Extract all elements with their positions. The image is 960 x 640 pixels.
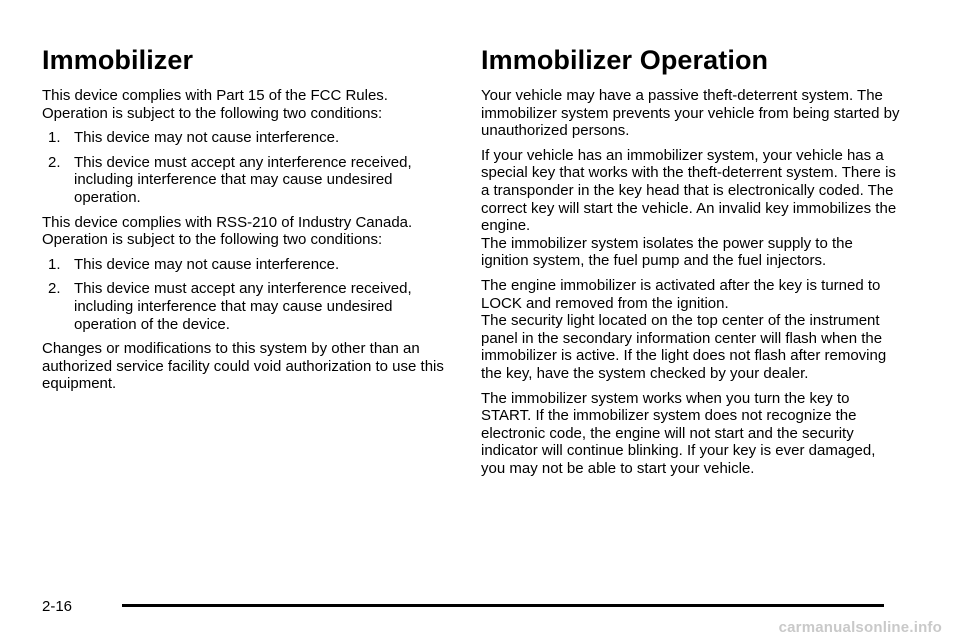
list-item-text: This device must accept any interference received, including interference that may cause undesired operation. [74, 153, 412, 206]
list-item-number: 2. [48, 153, 61, 171]
activation-text: The engine immobilizer is activated after the key is turned to LOCK and removed from the ignition. [481, 276, 881, 312]
list-item-number: 1. [48, 129, 61, 147]
watermark: carmanualsonline.info [778, 619, 942, 636]
right-column [481, 44, 901, 484]
list-item [42, 256, 452, 274]
left-column [42, 44, 452, 400]
list-item-text: This device may not cause interference. [74, 129, 340, 147]
list-item-number: 1. [48, 255, 61, 273]
footer-rule [122, 604, 884, 607]
start-operation-paragraph: The immobilizer system works when you turn the key to START. If the immobilizer system does not recognize the electronic code, the engine will not start and the security indicator will continue blinking. If your key is ever damaged, you may not be able to start your vehicle. [481, 389, 876, 477]
page-footer [42, 597, 884, 617]
special-key-text: If your vehicle has an immobilizer system, your vehicle has a special key that works with the theft-deterrent system. There is a transponder in the key head that is electronically coded. The correct key will start the vehicle. An invalid key immobilizes the engine. [481, 146, 897, 235]
ic-conditions-list [42, 256, 452, 333]
list-item-text: This device may not cause interference. [74, 255, 340, 273]
section-heading-immobilizer: Immobilizer [42, 45, 194, 75]
activation-paragraph [481, 277, 901, 383]
list-item-text: This device must accept any interference received, including interference that may cause undesired operation of the device. [74, 280, 412, 333]
list-item-number: 2. [48, 280, 61, 298]
list-item [42, 129, 452, 147]
fcc-conditions-list [42, 129, 452, 206]
security-light-text: The security light located on the top center of the instrument panel in the secondary information center will flash when the immobilizer is active. If the light does not flash after removing the key, have the system checked by your dealer. [481, 312, 887, 382]
power-isolation-text: The immobilizer system isolates the power supply to the ignition system, the fuel pump and the fuel injectors. [481, 234, 853, 270]
page-number: 2-16 [42, 598, 73, 615]
list-item [42, 280, 452, 333]
section-heading-immobilizer-operation: Immobilizer Operation [481, 45, 769, 75]
theft-deterrent-paragraph: Your vehicle may have a passive theft-deterrent system. The immobilizer system prevents your vehicle from being started by unauthorized persons. [481, 87, 900, 140]
modifications-warning-paragraph: Changes or modifications to this system by other than an authorized service facility could void authorization to use this equipment. [42, 340, 444, 393]
list-item [42, 154, 452, 207]
special-key-paragraph [481, 147, 901, 270]
fcc-intro-paragraph: This device complies with Part 15 of the FCC Rules. Operation is subject to the following two conditions: [42, 87, 388, 122]
ic-intro-paragraph: This device complies with RSS-210 of Industry Canada. Operation is subject to the following two conditions: [42, 213, 413, 249]
